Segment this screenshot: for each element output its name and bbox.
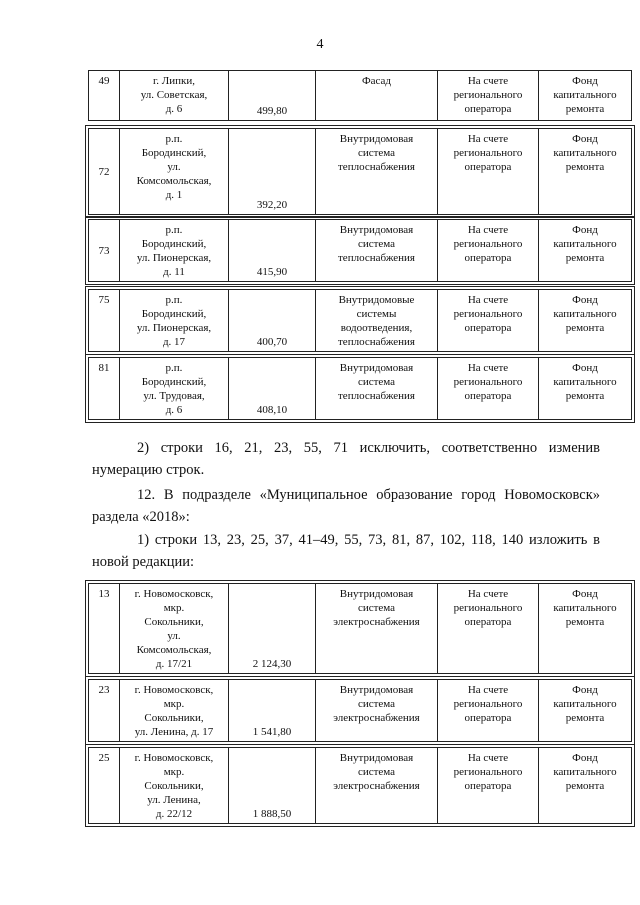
table-row [88, 747, 632, 824]
row-funding-method: На счете регионального оператора [438, 748, 539, 824]
row-fund: Фонд капитального ремонта [539, 220, 632, 282]
row-address: г. Липки, ул. Советская, д. 6 [120, 71, 229, 121]
row-funding-method: На счете регионального оператора [438, 358, 539, 420]
row-work-type: Внутридомовая система электроснабжения [316, 680, 438, 742]
table-row [88, 70, 632, 121]
row-number: 73 [89, 220, 120, 282]
row-cost: 1 888,50 [229, 748, 316, 824]
row-cost: 2 124,30 [229, 584, 316, 674]
table-row [88, 583, 632, 674]
row-address: г. Новомосковск, мкр. Сокольники, ул. Ленина, д. 17 [120, 680, 229, 742]
row-work-type: Внутридомовая система теплоснабжения [316, 129, 438, 215]
row-number: 81 [89, 358, 120, 420]
row-fund: Фонд капитального ремонта [539, 358, 632, 420]
row-funding-method: На счете регионального оператора [438, 584, 539, 674]
row-work-type: Внутридомовая система электроснабжения [316, 584, 438, 674]
row-fund: Фонд капитального ремонта [539, 71, 632, 121]
paragraph-subsection: 12. В подразделе «Муниципальное образование город Новомосковск» раздела «2018»: [92, 487, 600, 525]
row-funding-method: На счете регионального оператора [438, 220, 539, 282]
table-row [88, 357, 632, 420]
row-address: р.п. Бородинский, ул. Пионерская, д. 11 [120, 220, 229, 282]
paragraph-new-edition: 1) строки 13, 23, 25, 37, 41–49, 55, 73, 81, 87, 102, 118, 140 изложить в новой редакции: [92, 532, 600, 570]
row-number: 72 [89, 129, 120, 215]
row-number: 75 [89, 290, 120, 352]
row-cost: 1 541,80 [229, 680, 316, 742]
row-cost: 499,80 [229, 71, 316, 121]
row-address: г. Новомосковск, мкр. Сокольники, ул. Ленина, д. 22/12 [120, 748, 229, 824]
row-work-type: Внутридомовые системы водоотведения, теплоснабжения [316, 290, 438, 352]
paragraph-exclude-rows: 2) строки 16, 21, 23, 55, 71 исключить, соответственно изменив нумерацию строк. [92, 440, 600, 478]
row-work-type: Фасад [316, 71, 438, 121]
row-funding-method: На счете регионального оператора [438, 680, 539, 742]
row-work-type: Внутридомовая система теплоснабжения [316, 358, 438, 420]
table-row [88, 128, 632, 215]
table-row [88, 219, 632, 282]
table-row [88, 679, 632, 742]
row-number: 49 [89, 71, 120, 121]
row-address: р.п. Бородинский, ул. Комсомольская, д. 1 [120, 129, 229, 215]
row-fund: Фонд капитального ремонта [539, 584, 632, 674]
row-cost: 400,70 [229, 290, 316, 352]
row-fund: Фонд капитального ремонта [539, 680, 632, 742]
row-cost: 392,20 [229, 129, 316, 215]
row-funding-method: На счете регионального оператора [438, 290, 539, 352]
row-funding-method: На счете регионального оператора [438, 71, 539, 121]
row-cost: 408,10 [229, 358, 316, 420]
table-row [88, 289, 632, 352]
row-fund: Фонд капитального ремонта [539, 290, 632, 352]
row-fund: Фонд капитального ремонта [539, 129, 632, 215]
row-number: 25 [89, 748, 120, 824]
row-fund: Фонд капитального ремонта [539, 748, 632, 824]
row-funding-method: На счете регионального оператора [438, 129, 539, 215]
row-cost: 415,90 [229, 220, 316, 282]
row-address: р.п. Бородинский, ул. Пионерская, д. 17 [120, 290, 229, 352]
row-work-type: Внутридомовая система электроснабжения [316, 748, 438, 824]
row-work-type: Внутридомовая система теплоснабжения [316, 220, 438, 282]
row-address: р.п. Бородинский, ул. Трудовая, д. 6 [120, 358, 229, 420]
row-number: 23 [89, 680, 120, 742]
page-number: 4 [316, 37, 324, 52]
row-number: 13 [89, 584, 120, 674]
row-address: г. Новомосковск, мкр. Сокольники, ул. Комсомольская, д. 17/21 [120, 584, 229, 674]
